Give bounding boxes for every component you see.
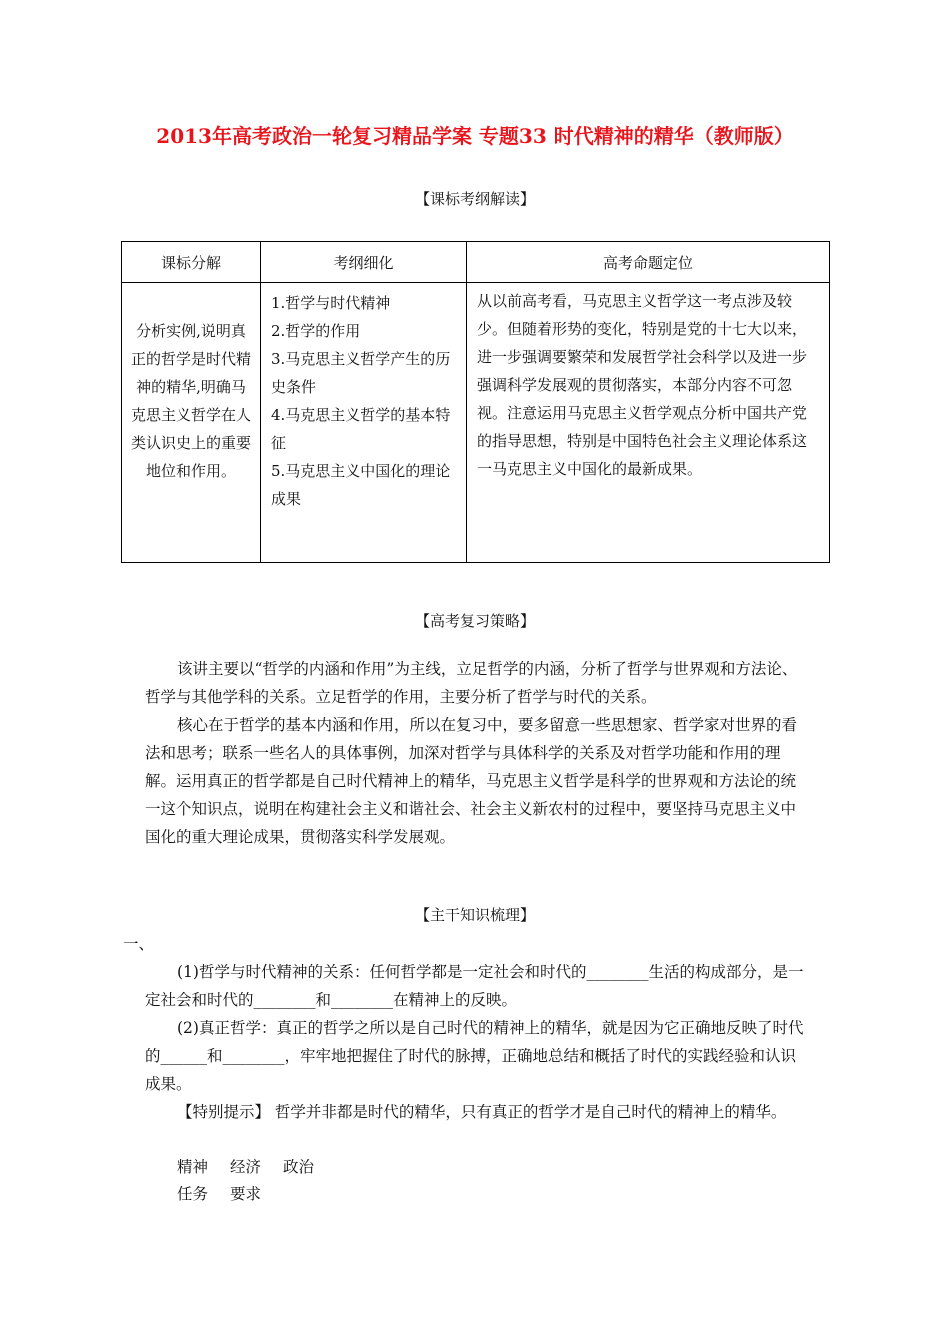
answer-text: 精神 bbox=[177, 1158, 209, 1176]
knowledge-heading: 【主干知识梳理】 bbox=[414, 906, 535, 924]
exam-positioning-cell: 从以前高考看，马克思主义哲学这一考点涉及较少。但随着形势的变化，特别是党的十七大以来，进一步强调要繁荣和发展哲学社会科学以及进一步强调科学发展观的贯彻落实，本部分内容不可忽视。注意运用马克思主义哲学观点分析中国共产党的指导思想，特别是中国特色社会主义理论体系这一马克思主义中国化的最新成果。 bbox=[467, 283, 830, 563]
knowledge-item-1: (1)哲学与时代精神的关系：任何哲学都是一定社会和时代的________生活的构成部分，是一定社会和时代的________和________在精神上的反映。 bbox=[145, 963, 804, 1009]
answer-text: 政治 bbox=[283, 1158, 315, 1176]
answer-text: 经济 bbox=[230, 1158, 262, 1176]
table-header-cell: 课标分解 bbox=[122, 242, 261, 283]
table-header-cell: 考纲细化 bbox=[261, 242, 467, 283]
list-item: 3.马克思主义哲学产生的历史条件 bbox=[271, 350, 451, 396]
knowledge-item-2: (2)真正哲学：真正的哲学之所以是自己时代的精神上的精华，就是因为它正确地反映了时代的______和________，牢牢地把握住了时代的脉搏，正确地总结和概括了时代的实践经验和认识成果。 bbox=[145, 1019, 804, 1093]
table-header-cell: 高考命题定位 bbox=[467, 242, 830, 283]
special-tip: 【特别提示】 哲学并非都是时代的精华，只有真正的哲学才是自己时代的精神上的精华。 bbox=[177, 1103, 787, 1121]
table-row bbox=[122, 283, 830, 563]
list-item: 5.马克思主义中国化的理论成果 bbox=[271, 462, 451, 508]
syllabus-heading: 【课标考纲解读】 bbox=[414, 190, 535, 208]
answer-text: 任务 bbox=[177, 1185, 209, 1203]
syllabus-detail-cell bbox=[261, 283, 467, 563]
answer-row-1 bbox=[177, 1153, 336, 1181]
syllabus-table bbox=[121, 241, 830, 563]
list-item: 4.马克思主义哲学的基本特征 bbox=[271, 406, 451, 452]
part-label: 一、 bbox=[123, 935, 155, 953]
review-strategy-heading: 【高考复习策略】 bbox=[414, 612, 535, 630]
answer-text: 要求 bbox=[230, 1185, 262, 1203]
strategy-paragraph: 该讲主要以“哲学的内涵和作用”为主线，立足哲学的内涵，分析了哲学与世界观和方法论、哲学与其他学科的关系。立足哲学的作用，主要分析了哲学与时代的关系。 bbox=[145, 660, 798, 706]
table-header-row bbox=[122, 242, 830, 283]
list-item: 1.哲学与时代精神 bbox=[271, 294, 391, 312]
document-title: 2013年高考政治一轮复习精品学案 专题33 时代精神的精华（教师版） bbox=[156, 124, 794, 148]
strategy-paragraph: 核心在于哲学的基本内涵和作用，所以在复习中，要多留意一些思想家、哲学家对世界的看法和思考；联系一些名人的具体事例，加深对哲学与具体科学的关系及对哲学功能和作用的理解。运用真正的哲学都是自己时代精神上的精华，马克思主义哲学是科学的世界观和方法论的统一这个知识点，说明在构建社会主义和谐社会、社会主义新农村的过程中，要坚持马克思主义中国化的重大理论成果，贯彻落实科学发展观。 bbox=[145, 716, 798, 846]
curriculum-breakdown-cell: 分析实例,说明真正的哲学是时代精神的精华,明确马克思主义哲学在人类认识史上的重要地位和作用。 bbox=[122, 283, 261, 563]
answer-row-2 bbox=[177, 1180, 283, 1208]
list-item: 2.哲学的作用 bbox=[271, 322, 361, 340]
